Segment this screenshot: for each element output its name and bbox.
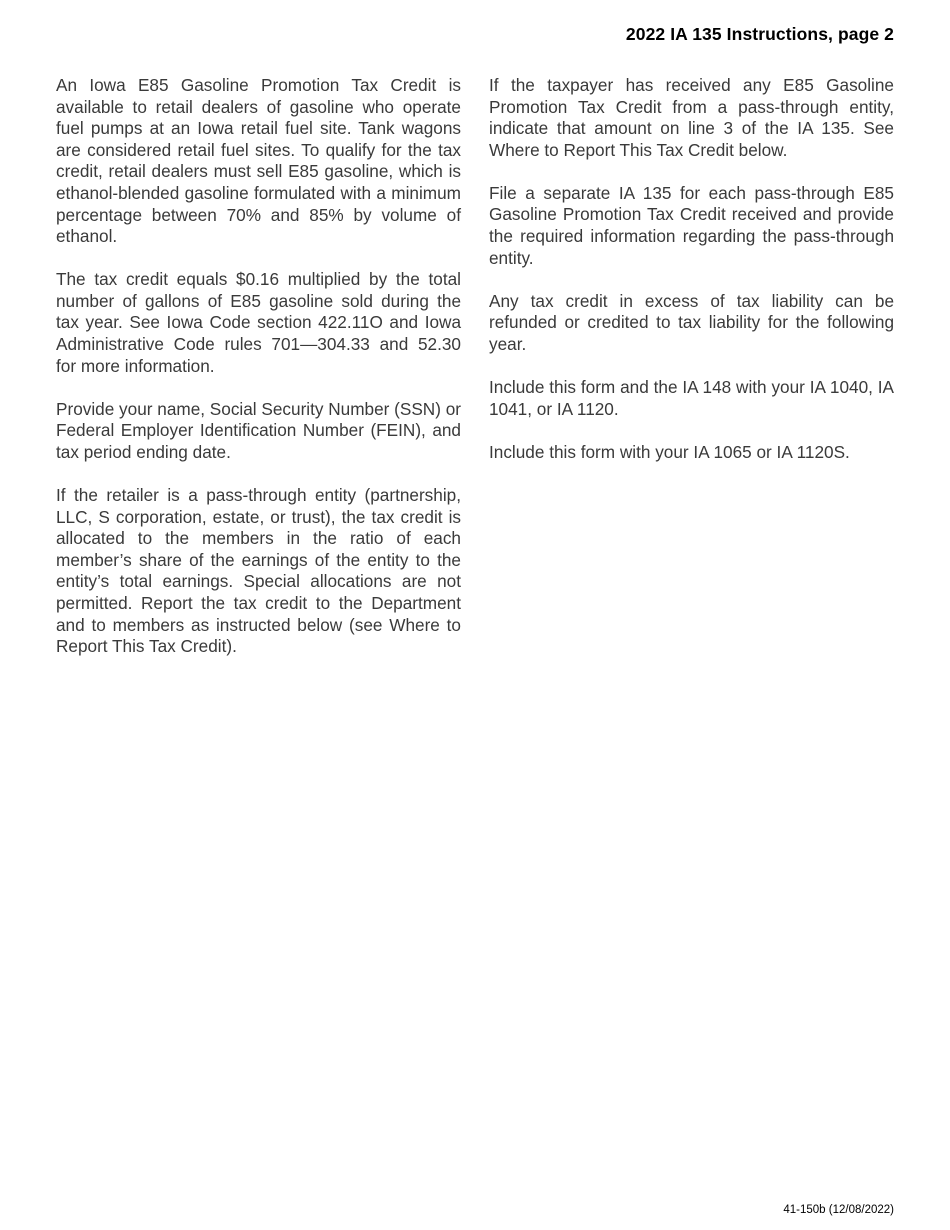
right-column [489,75,894,485]
paragraph-identification: Provide your name, Social Security Number (SSN) or Federal Employer Identification Number (FEIN), and tax period ending date. [56,398,462,462]
page-title: 2022 IA 135 Instructions, page 2 [625,24,894,44]
paragraph-pass-through-entity: If the retailer is a pass-through entity (partnership, LLC, S corporation, estate, or trust), the tax credit is allocated to the members in the ratio of each member’s share of the earnings of the entity to the entity’s total earnings. Special allocations are not permitted. Report the tax credit to the Department and to members as instructed below (see Where to Report This Tax Credit). [56,485,461,657]
paragraph-separate-form: File a separate IA 135 for each pass-through E85 Gasoline Promotion Tax Credit received and provide the required information regarding the pass-through entity. [489,182,894,268]
paragraph-include-individual: Include this form and the IA 148 with your IA 1040, IA 1041, or IA 1120. [489,377,894,419]
paragraph-excess-credit: Any tax credit in excess of tax liability can be refunded or credited to tax liability for the following year. [489,290,894,354]
paragraph-credit-overview: An Iowa E85 Gasoline Promotion Tax Credit is available to retail dealers of gasoline who operate fuel pumps at an Iowa retail fuel site. Tank wagons are considered retail fuel sites. To qualify for the tax credit, retail dealers must sell E85 gasoline, which is ethanol-blended gasoline formulated with a minimum percentage between 70% and 85% by volume of ethanol. [56,75,461,247]
paragraph-credit-amount: The tax credit equals $0.16 multiplied by the total number of gallons of E85 gasoline sold during the tax year. See Iowa Code section 422.11O and Iowa Administrative Code rules 701—304.33 and 52.30 for more information. [56,269,461,376]
paragraph-include-partnership: Include this form with your IA 1065 or IA 1120S. [489,441,850,462]
form-code: 41-150b (12/08/2022) [783,1204,894,1216]
paragraph-received-credit: If the taxpayer has received any E85 Gasoline Promotion Tax Credit from a pass-through entity, indicate that amount on line 3 of the IA 135. See Where to Report This Tax Credit below. [489,75,894,160]
left-column [56,75,461,679]
